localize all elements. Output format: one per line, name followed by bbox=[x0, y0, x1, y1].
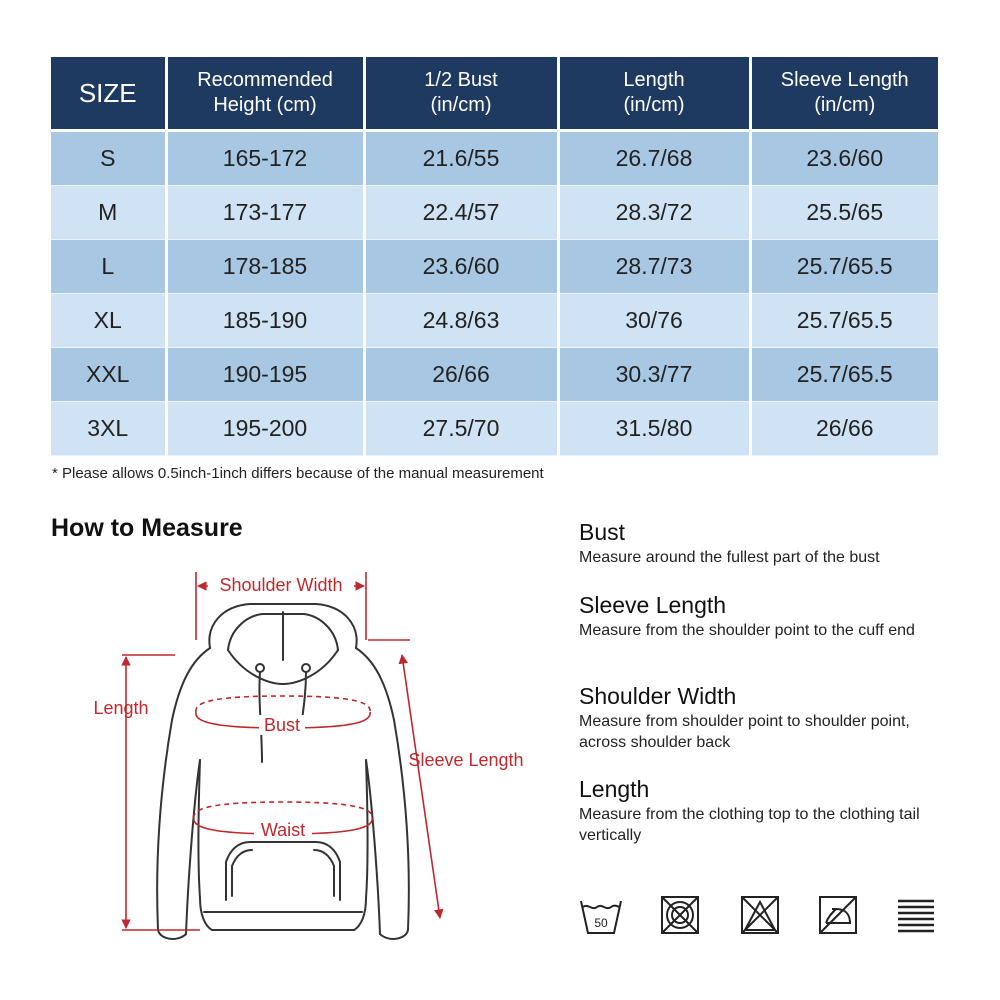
description-title: Length bbox=[579, 776, 650, 802]
label-waist: Waist bbox=[260, 820, 306, 840]
cell-size: S bbox=[51, 131, 166, 186]
header-length: Length (in/cm) bbox=[558, 57, 750, 131]
dry-flat-icon bbox=[896, 895, 936, 935]
cell-sleeve-length: 26/66 bbox=[750, 402, 938, 456]
cell-height: 178-185 bbox=[166, 240, 364, 294]
cell-length: 28.7/73 bbox=[558, 240, 750, 294]
table-row bbox=[51, 240, 938, 294]
cell-bust: 27.5/70 bbox=[364, 402, 558, 456]
description-sleeve-length bbox=[579, 591, 919, 641]
label-bust: Bust bbox=[263, 715, 301, 735]
cell-length: 28.3/72 bbox=[558, 186, 750, 240]
no-iron-icon bbox=[818, 895, 858, 935]
cell-height: 165-172 bbox=[166, 131, 364, 186]
header-size: SIZE bbox=[51, 57, 166, 131]
description-title: Bust bbox=[579, 519, 626, 545]
description-shoulder-width bbox=[579, 682, 929, 753]
cell-size: 3XL bbox=[51, 402, 166, 456]
cell-size: L bbox=[51, 240, 166, 294]
cell-sleeve-length: 25.7/65.5 bbox=[750, 240, 938, 294]
description-title: Sleeve Length bbox=[579, 592, 727, 618]
description-text: Measure around the fullest part of the bust bbox=[579, 549, 880, 566]
cell-sleeve-length: 25.7/65.5 bbox=[750, 294, 938, 348]
table-row bbox=[51, 294, 938, 348]
measurement-guides bbox=[122, 572, 440, 930]
table-row bbox=[51, 131, 938, 186]
description-text: Measure from shoulder point to shoulder point, across shoulder back bbox=[579, 713, 910, 751]
description-text: Measure from the shoulder point to the cuff end bbox=[579, 622, 915, 639]
no-bleach-icon bbox=[740, 895, 780, 935]
cell-bust: 21.6/55 bbox=[364, 131, 558, 186]
cell-size: M bbox=[51, 186, 166, 240]
table-row bbox=[51, 402, 938, 456]
cell-height: 185-190 bbox=[166, 294, 364, 348]
label-length: Length bbox=[93, 698, 149, 718]
header-height: Recommended Height (cm) bbox=[166, 57, 364, 131]
cell-sleeve-length: 25.7/65.5 bbox=[750, 348, 938, 402]
cell-sleeve-length: 23.6/60 bbox=[750, 131, 938, 186]
cell-bust: 26/66 bbox=[364, 348, 558, 402]
cell-height: 173-177 bbox=[166, 186, 364, 240]
description-length bbox=[579, 775, 969, 846]
measurement-note: * Please allows 0.5inch-1inch differs because of the manual measurement bbox=[52, 465, 544, 482]
svg-text:50: 50 bbox=[594, 916, 608, 930]
table-header-row bbox=[51, 57, 938, 131]
cell-height: 190-195 bbox=[166, 348, 364, 402]
cell-bust: 24.8/63 bbox=[364, 294, 558, 348]
cell-length: 30.3/77 bbox=[558, 348, 750, 402]
cell-size: XXL bbox=[51, 348, 166, 402]
cell-height: 195-200 bbox=[166, 402, 364, 456]
table-row bbox=[51, 348, 938, 402]
label-sleeve-length: Sleeve Length bbox=[408, 750, 524, 770]
header-bust: 1/2 Bust (in/cm) bbox=[364, 57, 558, 131]
size-chart-table bbox=[51, 57, 938, 456]
header-sleeve-length: Sleeve Length (in/cm) bbox=[750, 57, 938, 131]
cell-length: 31.5/80 bbox=[558, 402, 750, 456]
label-shoulder-width: Shoulder Width bbox=[219, 575, 343, 595]
cell-length: 26.7/68 bbox=[558, 131, 750, 186]
cell-bust: 22.4/57 bbox=[364, 186, 558, 240]
wash-50-icon bbox=[578, 895, 624, 939]
cell-sleeve-length: 25.5/65 bbox=[750, 186, 938, 240]
hoodie-outline bbox=[157, 604, 409, 939]
no-tumble-dry-icon bbox=[660, 895, 700, 935]
cell-length: 30/76 bbox=[558, 294, 750, 348]
how-to-measure-title: How to Measure bbox=[51, 514, 243, 542]
table-row bbox=[51, 186, 938, 240]
cell-bust: 23.6/60 bbox=[364, 240, 558, 294]
description-text: Measure from the clothing top to the clothing tail vertically bbox=[579, 806, 920, 844]
description-bust bbox=[579, 518, 969, 568]
description-title: Shoulder Width bbox=[579, 683, 737, 709]
hoodie-diagram bbox=[60, 555, 540, 955]
cell-size: XL bbox=[51, 294, 166, 348]
